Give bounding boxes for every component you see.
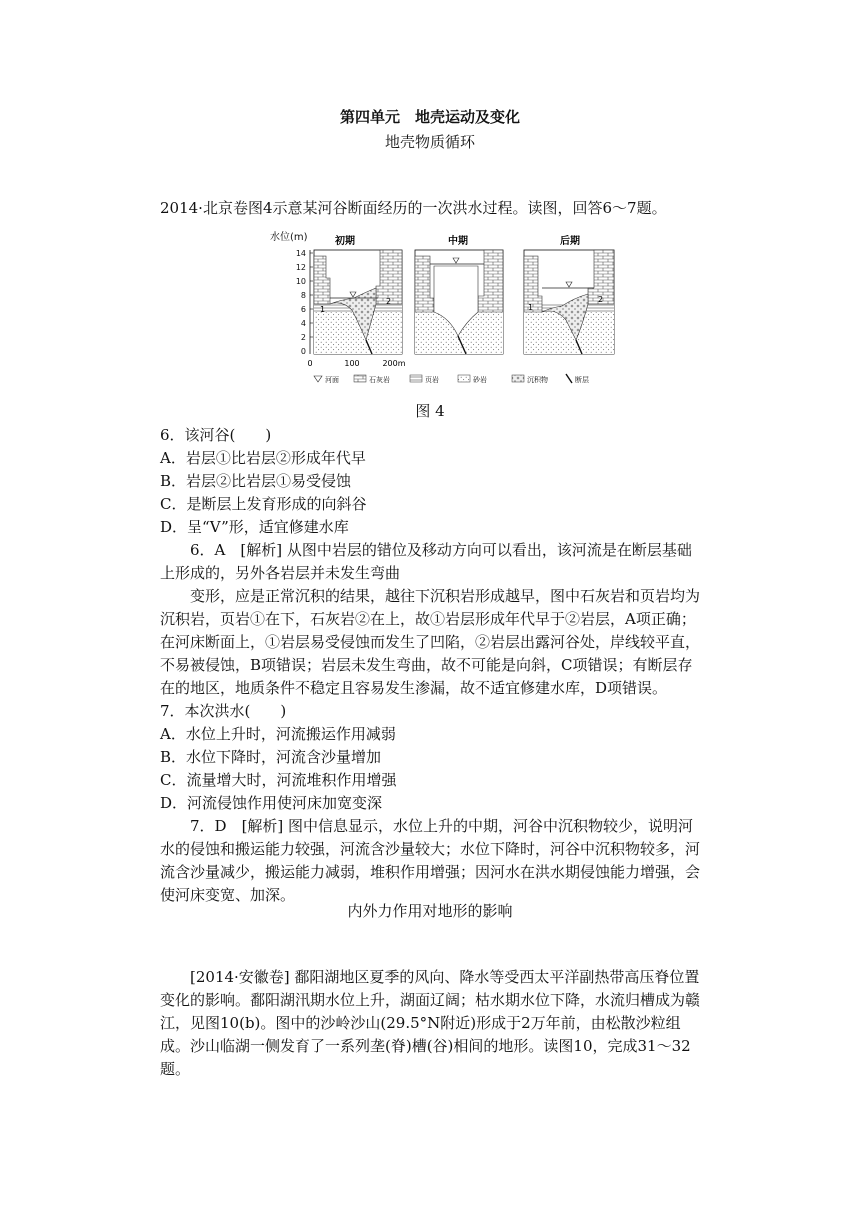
layer-2-label: 2 (598, 295, 604, 304)
x-tick: 200m (382, 359, 406, 368)
q6-option-a: A．岩层①比岩层②形成年代早 (160, 449, 366, 467)
q7-option-c: C．流量增大时，河流堆积作用增强 (160, 771, 397, 789)
q6-stem: 6．该河谷( ) (160, 426, 272, 444)
unit-title: 第四单元 地壳运动及变化 (339, 108, 520, 126)
y-tick: 10 (295, 277, 306, 286)
y-tick: 4 (300, 319, 306, 328)
y-tick: 12 (295, 263, 306, 272)
y-tick: 0 (300, 347, 306, 356)
svg-text:断层: 断层 (575, 376, 589, 384)
legend-item-sediment (512, 375, 548, 384)
svg-text:石灰岩: 石灰岩 (369, 376, 390, 384)
panel-late (524, 234, 614, 354)
svg-text:页岩: 页岩 (425, 376, 439, 384)
svg-text:河面: 河面 (325, 376, 339, 384)
q7-answer: 7．D [解析] 图中信息显示，水位上升的中期，河谷中沉积物较少，说明河水的侵蚀和搬运能力较强，河流含沙量较大；水位下降时，河谷中沉积物较多，河流含沙量减少，搬运能力减弱，堆积作用增强；因河水在洪水期侵蚀能力增强，会使河床变宽、加深。 (160, 817, 701, 904)
q7-option-d: D．河流侵蚀作用使河床加宽变深 (160, 794, 383, 812)
layer-1-label: 1 (528, 303, 534, 312)
q6-answer-part1: 6．A [解析] 从图中岩层的错位及移动方向可以看出，该河流是在断层基础上形成的，另外各岩层并未发生弯曲 (160, 541, 692, 582)
q6-answer-part2: 变形，应是正常沉积的结果，越往下沉积岩形成越早，图中石灰岩和页岩均为沉积岩，页岩①在下，石灰岩②在上，故①岩层形成年代早于②岩层，A项正确；在河床断面上，①岩层易受侵蚀而发生了凹陷，②岩层出露河谷处，岸线较平直，不易被侵蚀，B项错误；岩层未发生弯曲，故不可能是向斜，C项错误；有断层存在的地区，地质条件不稳定且容易发生渗漏，故不适宜修建水库，D项错误。 (160, 587, 701, 697)
legend (314, 374, 589, 384)
panel-title-late: 后期 (560, 236, 580, 247)
q6-option-d: D．呈“V”形，适宜修建水库 (160, 518, 349, 536)
legend-item-river (314, 375, 339, 384)
intro-paragraph-2: [2014·安徽卷] 鄱阳湖地区夏季的风向、降水等受西太平洋副热带高压脊位置变化的影响。鄱阳湖汛期水位上升，湖面辽阔；枯水期水位下降，水流归槽成为赣江，见图10(b)。图中的沙岭沙山(29.5°N附近)形成于2万年前，由松散沙粒组成。沙山临湖一侧发育了一系列垄(脊)槽(谷)相间的地形。读图10，完成31～32题。 (160, 968, 701, 1078)
section-title-2: 内外力作用对地形的影响 (347, 902, 513, 920)
layer-2-label: 2 (386, 297, 392, 306)
panel-title-early: 初期 (335, 236, 355, 247)
y-axis-label: 水位(m) (270, 232, 308, 243)
legend-item-limestone (354, 375, 390, 384)
x-tick: 100 (344, 359, 360, 368)
panel-early (314, 234, 402, 354)
intro-paragraph-1: 2014·北京卷图4示意某河谷断面经历的一次洪水过程。读图，回答6～7题。 (160, 199, 667, 217)
legend-item-fault (566, 374, 589, 384)
legend-item-shale (410, 375, 439, 384)
section-title-1: 地壳物质循环 (384, 133, 475, 151)
layer-1-label: 1 (320, 305, 326, 314)
svg-text:砂岩: 砂岩 (473, 376, 487, 384)
panel-title-middle: 中期 (448, 236, 468, 247)
q6-option-c: C．是断层上发育形成的向斜谷 (160, 495, 367, 513)
y-tick: 14 (295, 249, 306, 258)
y-tick: 2 (300, 333, 306, 342)
legend-item-sandstone (458, 375, 487, 384)
panel-middle (415, 234, 503, 354)
y-tick-labels (296, 249, 306, 356)
x-tick: 0 (307, 359, 313, 368)
figure-4-river-valley-diagram (270, 226, 620, 388)
q7-option-a: A．水位上升时，河流搬运作用减弱 (160, 725, 396, 743)
y-tick: 8 (300, 291, 306, 300)
q7-stem: 7．本次洪水( ) (160, 702, 287, 720)
y-tick: 6 (300, 305, 306, 314)
figure-caption: 图 4 (415, 402, 445, 420)
q6-option-b: B．岩层②比岩层①易受侵蚀 (160, 472, 352, 490)
svg-text:沉积物: 沉积物 (527, 376, 548, 384)
q7-option-b: B．水位下降时，河流含沙量增加 (160, 748, 382, 766)
